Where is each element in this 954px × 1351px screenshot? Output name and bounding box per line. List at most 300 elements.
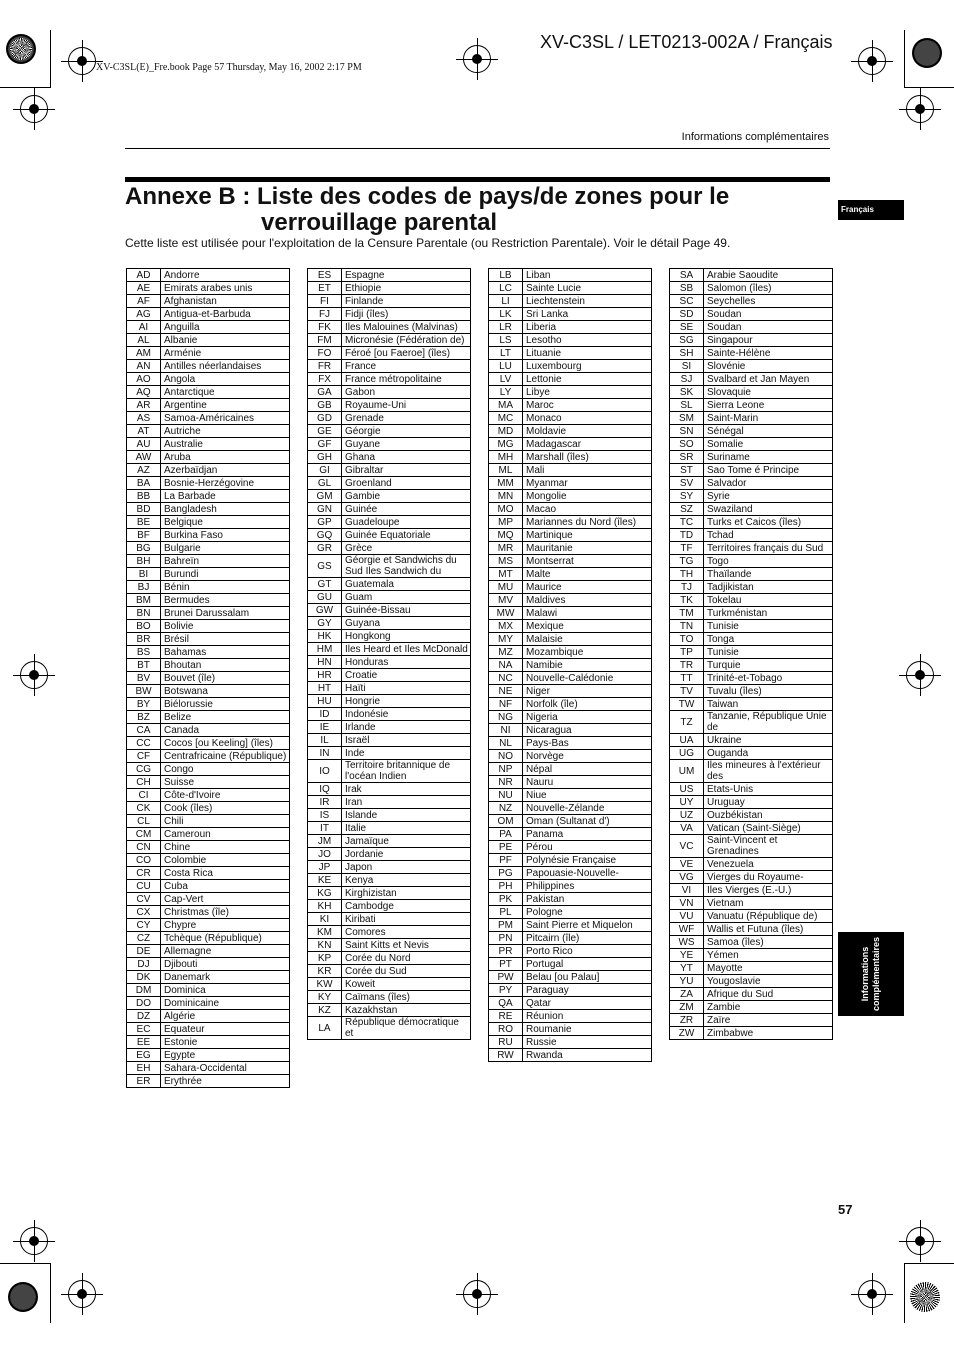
table-row [308,978,471,991]
table-row [127,1036,290,1049]
table-row [489,737,652,750]
country-code: UA [670,734,704,747]
country-name: Royaume-Uni [342,399,471,412]
table-row [489,620,652,633]
country-name: France métropolitaine [342,373,471,386]
table-row [489,282,652,295]
country-code: ID [308,708,342,721]
country-name: Bermudes [161,594,290,607]
table-row [670,503,833,516]
table-row [308,295,471,308]
country-name: Indonésie [342,708,471,721]
table-row [489,789,652,802]
country-code: EC [127,1023,161,1036]
table-row [127,295,290,308]
table-row [308,373,471,386]
table-row [489,867,652,880]
table-row [670,516,833,529]
country-code: SI [670,360,704,373]
table-row [308,656,471,669]
table-row [670,783,833,796]
country-code: MC [489,412,523,425]
country-code: ZA [670,988,704,1001]
country-code: AW [127,451,161,464]
country-code: IS [308,809,342,822]
country-name: Vanuatu (République de) [704,910,833,923]
country-name: Territoires français du Sud [704,542,833,555]
country-code: KM [308,926,342,939]
table-row [489,646,652,659]
country-code: NI [489,724,523,737]
country-name: Ethiopie [342,282,471,295]
table-row [489,1023,652,1036]
country-name: Andorre [161,269,290,282]
country-name: Ouzbékistan [704,809,833,822]
table-row [670,308,833,321]
country-name: Guinée-Bissau [342,604,471,617]
table-row [127,737,290,750]
table-row [308,529,471,542]
country-code: DJ [127,958,161,971]
table-row [308,617,471,630]
country-code: GH [308,451,342,464]
country-code: ER [127,1075,161,1088]
table-row [670,373,833,386]
country-code: AM [127,347,161,360]
table-row [308,695,471,708]
table-row [670,698,833,711]
country-code: VN [670,897,704,910]
country-code: SH [670,347,704,360]
table-row [670,975,833,988]
country-name: Biélorussie [161,698,290,711]
table-row [670,1014,833,1027]
country-code: ET [308,282,342,295]
country-code: HT [308,682,342,695]
table-row [670,542,833,555]
table-row [670,425,833,438]
crosshair-mark-icon [906,1227,934,1255]
country-name: Nouvelle-Zélande [523,802,652,815]
country-name: Malaisie [523,633,652,646]
crop-mark [904,1263,954,1264]
country-code: LI [489,295,523,308]
country-code: CL [127,815,161,828]
country-code: NR [489,776,523,789]
country-code: NG [489,711,523,724]
table-row [308,477,471,490]
country-code: JP [308,861,342,874]
country-code: DO [127,997,161,1010]
country-name: Arabie Saoudite [704,269,833,282]
table-row [308,913,471,926]
country-code: KE [308,874,342,887]
country-name: Wallis et Futuna (îles) [704,923,833,936]
country-name: Slovaquie [704,386,833,399]
table-row [127,477,290,490]
country-name: Kenya [342,874,471,887]
country-code: SR [670,451,704,464]
table-row [308,308,471,321]
country-name: Bhoutan [161,659,290,672]
country-code: ML [489,464,523,477]
table-row [670,936,833,949]
country-code-table-2 [307,268,471,1040]
table-row [670,711,833,734]
country-code: NE [489,685,523,698]
table-row [127,776,290,789]
country-code: NC [489,672,523,685]
table-row [670,620,833,633]
table-row [489,828,652,841]
table-row [127,386,290,399]
country-name: Pays-Bas [523,737,652,750]
country-name: Slovénie [704,360,833,373]
country-code: TW [670,698,704,711]
country-code: IN [308,747,342,760]
country-name: Comores [342,926,471,939]
table-row [308,861,471,874]
country-name: Jordanie [342,848,471,861]
country-name: Chine [161,841,290,854]
country-code: ZM [670,1001,704,1014]
country-name: Taiwan [704,698,833,711]
table-row [127,1049,290,1062]
country-code: CF [127,750,161,763]
country-code: KI [308,913,342,926]
country-code: BO [127,620,161,633]
country-code: AE [127,282,161,295]
country-name: Malte [523,568,652,581]
country-name: Russie [523,1036,652,1049]
country-code: SO [670,438,704,451]
country-code: BS [127,646,161,659]
country-name: Norvège [523,750,652,763]
country-code: MU [489,581,523,594]
table-row [489,906,652,919]
country-name: Turkménistan [704,607,833,620]
country-code: EG [127,1049,161,1062]
table-row [489,412,652,425]
country-code: VC [670,835,704,858]
table-row [308,926,471,939]
table-row [127,321,290,334]
country-name: Samoa (îles) [704,936,833,949]
country-name: Nicaragua [523,724,652,737]
crosshair-mark-icon [463,1280,491,1308]
country-code: LA [308,1017,342,1040]
country-code: SK [670,386,704,399]
country-code: WF [670,923,704,936]
country-name: Pologne [523,906,652,919]
table-row [489,568,652,581]
country-name: Argentine [161,399,290,412]
country-name: Salvador [704,477,833,490]
country-name: Monaco [523,412,652,425]
document-title: XV-C3SL / LET0213-002A / Français [540,32,833,52]
country-name: Vietnam [704,897,833,910]
country-name: Colombie [161,854,290,867]
country-code: PL [489,906,523,919]
table-row [670,858,833,871]
country-code: DM [127,984,161,997]
table-row [308,386,471,399]
table-row [670,347,833,360]
table-row [670,295,833,308]
table-row [308,682,471,695]
table-row [127,854,290,867]
country-name: Côte-d'Ivoire [161,789,290,802]
country-code: TK [670,594,704,607]
table-row [127,880,290,893]
country-name: Togo [704,555,833,568]
table-row [127,971,290,984]
country-code: MX [489,620,523,633]
country-name: Iles Vierges (E.-U.) [704,884,833,897]
country-name: Gabon [342,386,471,399]
country-name: Salomon (îles) [704,282,833,295]
country-name: Guam [342,591,471,604]
country-code: CM [127,828,161,841]
table-row [489,334,652,347]
crosshair-mark-icon [20,1227,48,1255]
table-row [127,399,290,412]
country-code: GU [308,591,342,604]
country-name: Afghanistan [161,295,290,308]
country-code: NA [489,659,523,672]
country-code: LR [489,321,523,334]
country-code: SL [670,399,704,412]
country-code: YU [670,975,704,988]
country-name: Ukraine [704,734,833,747]
table-row [670,796,833,809]
country-name: Nouvelle-Calédonie [523,672,652,685]
country-name: Corée du Sud [342,965,471,978]
table-row [308,282,471,295]
country-code: KR [308,965,342,978]
table-row [670,282,833,295]
country-name: Zaïre [704,1014,833,1027]
country-name: Libye [523,386,652,399]
table-row [670,1027,833,1040]
country-code: DE [127,945,161,958]
country-code: HU [308,695,342,708]
country-name: Mariannes du Nord (îles) [523,516,652,529]
table-row [127,763,290,776]
country-code: VA [670,822,704,835]
country-name: Niger [523,685,652,698]
country-name: Hongrie [342,695,471,708]
table-row [670,581,833,594]
country-code: JM [308,835,342,848]
country-code: VE [670,858,704,871]
country-code: AF [127,295,161,308]
country-code: ST [670,464,704,477]
country-name: Tanzanie, République Unie de [704,711,833,734]
country-name: Gibraltar [342,464,471,477]
country-code: IR [308,796,342,809]
country-code: US [670,783,704,796]
country-name: Tokelau [704,594,833,607]
country-name: Cuba [161,880,290,893]
country-code: MW [489,607,523,620]
table-row [489,893,652,906]
country-code: DK [127,971,161,984]
crosshair-mark-icon [68,1280,96,1308]
table-row [127,789,290,802]
country-code: NP [489,763,523,776]
book-info: XV-C3SL(E)_Fre.book Page 57 Thursday, May 16, 2002 2:17 PM [96,62,362,73]
country-code: FI [308,295,342,308]
country-code: TN [670,620,704,633]
table-row [127,438,290,451]
country-code: VG [670,871,704,884]
country-name: Fidji (îles) [342,308,471,321]
table-row [127,828,290,841]
country-name: Rwanda [523,1049,652,1062]
country-name: Tonga [704,633,833,646]
table-row [308,1004,471,1017]
table-row [670,884,833,897]
section-tab-label: Informations complémentaires [860,936,881,1012]
table-row [308,669,471,682]
country-name: Azerbaïdjan [161,464,290,477]
country-code: CH [127,776,161,789]
country-code: NZ [489,802,523,815]
country-name: Canada [161,724,290,737]
table-row [127,802,290,815]
country-code: EH [127,1062,161,1075]
country-name: Grèce [342,542,471,555]
country-name: Somalie [704,438,833,451]
country-name: Saint-Vincent et Grenadines [704,835,833,858]
country-code: SE [670,321,704,334]
table-row [489,373,652,386]
table-row [489,919,652,932]
table-row [670,568,833,581]
country-code: AI [127,321,161,334]
country-code: HR [308,669,342,682]
country-name: Liban [523,269,652,282]
country-name: Géorgie [342,425,471,438]
table-row [489,451,652,464]
country-code: MG [489,438,523,451]
country-name: Italie [342,822,471,835]
country-code: IQ [308,783,342,796]
language-tab: Français [838,200,904,220]
table-row [127,425,290,438]
table-row [127,633,290,646]
country-code: SN [670,425,704,438]
country-name: Vierges du Royaume- [704,871,833,884]
country-name: Marshall (îles) [523,451,652,464]
country-name: Trinité-et-Tobago [704,672,833,685]
country-code: FM [308,334,342,347]
country-code: PR [489,945,523,958]
table-row [489,308,652,321]
country-name: Etats-Unis [704,783,833,796]
table-row [308,887,471,900]
country-code: TD [670,529,704,542]
country-code: GA [308,386,342,399]
table-row [308,848,471,861]
country-code: QA [489,997,523,1010]
country-code: BJ [127,581,161,594]
table-row [489,945,652,958]
table-row [127,334,290,347]
country-name: Turquie [704,659,833,672]
country-code: CI [127,789,161,802]
country-code: UY [670,796,704,809]
table-row [308,591,471,604]
country-code: PA [489,828,523,841]
country-code: LC [489,282,523,295]
country-name: Arménie [161,347,290,360]
table-row [489,815,652,828]
country-name: Singapour [704,334,833,347]
table-row [489,958,652,971]
country-name: Panama [523,828,652,841]
registration-wheel-icon [912,38,942,68]
country-name: Irlande [342,721,471,734]
country-name: Suisse [161,776,290,789]
country-name: Haïti [342,682,471,695]
country-code: KP [308,952,342,965]
country-code: LB [489,269,523,282]
country-name: Belau [ou Palau] [523,971,652,984]
country-name: Groenland [342,477,471,490]
country-code: GS [308,555,342,578]
table-row [127,815,290,828]
table-row [670,747,833,760]
country-name: Mozambique [523,646,652,659]
country-name: Ghana [342,451,471,464]
table-row [127,620,290,633]
country-code: MS [489,555,523,568]
country-code: KY [308,991,342,1004]
country-code: AZ [127,464,161,477]
country-code: YE [670,949,704,962]
crop-mark [904,87,954,88]
country-code: PK [489,893,523,906]
table-row [308,555,471,578]
country-code: FX [308,373,342,386]
table-row [308,347,471,360]
country-name: Chili [161,815,290,828]
table-row [670,399,833,412]
table-row [670,633,833,646]
table-row [489,269,652,282]
country-name: Tchad [704,529,833,542]
country-name: Moldavie [523,425,652,438]
country-code: GI [308,464,342,477]
country-code: PG [489,867,523,880]
country-code: AS [127,412,161,425]
country-code: GM [308,490,342,503]
country-name: Zambie [704,1001,833,1014]
country-name: Népal [523,763,652,776]
country-name: Iles Malouines (Malvinas) [342,321,471,334]
country-code: PE [489,841,523,854]
table-row [127,646,290,659]
country-name: Mauritanie [523,542,652,555]
country-code: TM [670,607,704,620]
table-row [489,971,652,984]
country-name: Soudan [704,308,833,321]
country-code: CA [127,724,161,737]
country-code: MY [489,633,523,646]
table-row [127,607,290,620]
